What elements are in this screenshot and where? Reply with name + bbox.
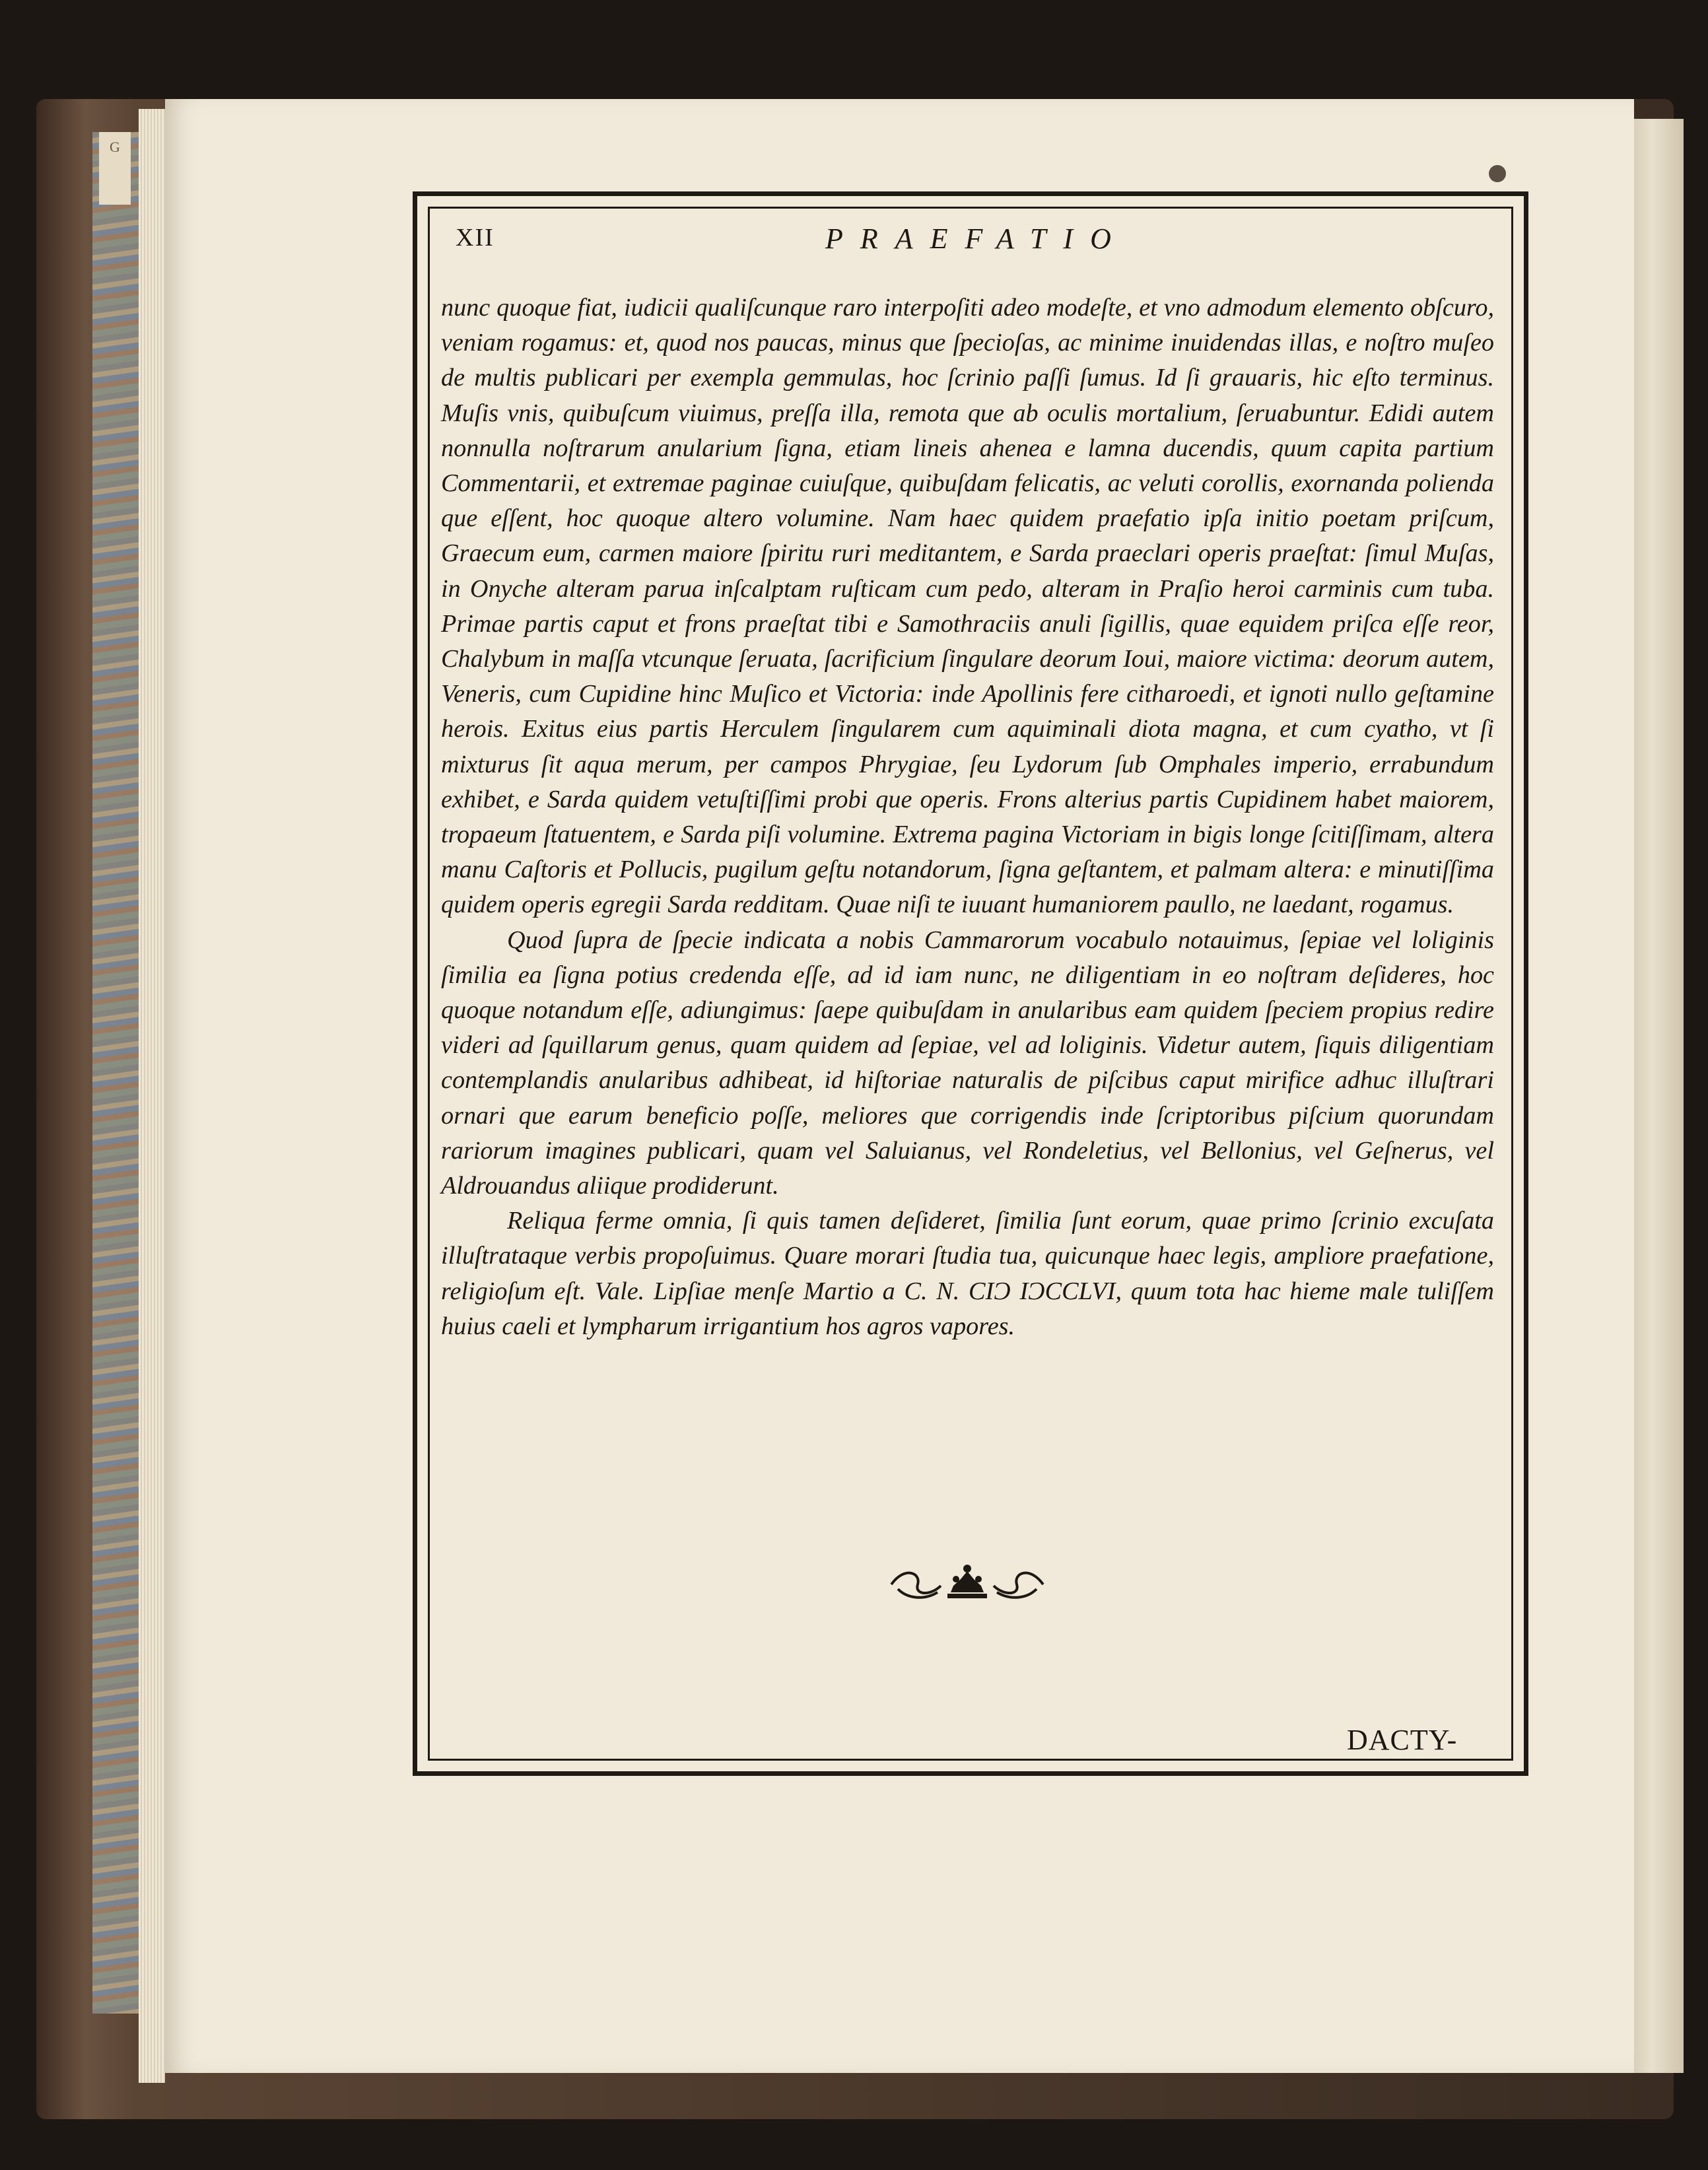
- paragraph: Reliqua ferme omnia, ſi quis tamen deſideret, ſimilia ſunt eorum, quae primo ſcrinio excuſata illuſtrataque verbis propoſuimus. Quare morari ſtudia tua, quicunque haec legis, ampliore praefatione, religioſum eſt. Vale. Lipſiae menſe Martio a C. N. CIƆ IƆCCLVI, quum tota hac hieme male tuliſſem huius caeli et lympharum irrigantium hos agros vapores.: [441, 1207, 1494, 1340]
- fleuron-crown-icon: [885, 1559, 1050, 1606]
- page-header: [456, 218, 1499, 264]
- catchword: DACTY-: [1347, 1724, 1458, 1756]
- page-stack-edge: [139, 109, 165, 2083]
- facing-page-edge: [1631, 119, 1684, 2073]
- page-number: XII: [456, 224, 495, 252]
- paragraph: Quod ſupra de ſpecie indicata a nobis Cammarorum vocabulo notauimus, ſepiae vel loliginis ſimilia ea ſigna potius credenda eſſe, ad id iam nunc, ne diligentiam in eo noſtram deſideres, hoc quoque notandum eſſe, adiungimus: ſaepe quibuſdam in anularibus eam quidem ſpeciem propius redire videri ad ſquillarum genus, quam quidem ad ſepiae, vel ad loliginis. Videtur autem, ſiquis diligentiam contemplandis anularibus adhibeat, id hiſtoriae naturalis de piſcibus caput mirifice adhuc illuſtrari ornari que earum beneficio poſſe, meliores que corrigendis inde ſcriptoribus piſcium quorundam rariorum imagines publicari, quam vel Saluianus, vel Rondeletius, vel Bellonius, vel Geſnerus, vel Aldrouandus aliique prodiderunt.: [441, 926, 1494, 1200]
- paper-spot: [1489, 165, 1506, 182]
- marbled-edge: [92, 132, 145, 2014]
- body-text: [441, 290, 1494, 1344]
- spine-label: G: [99, 132, 131, 205]
- paragraph: nunc quoque fiat, iudicii qualiſcunque raro interpoſiti adeo modeſte, et vno admodum elemento obſcuro, veniam rogamus: et, quod nos paucas, minus que ſpecioſas, ac minime inuidendas illas, e noſtro muſeo de multis publicari per exempla gemmulas, hoc ſcrinio paſſi ſumus. Id ſi grauaris, hic eſto terminus. Muſis vnis, quibuſcum viuimus, preſſa illa, remota que ab oculis mortalium, ſeruabuntur. Edidi autem nonnulla noſtrarum anularium ſigna, etiam lineis ahenea e lamna ducendis, quum capita partium Commentarii, et extremae paginae cuiuſque, quibuſdam felicatis, ac veluti corollis, exornanda polienda que eſſent, hoc quoque altero volumine. Nam haec quidem praefatio ipſa initio poetam priſcum, Graecum eum, carmen maiore ſpiritu ruri meditantem, e Sarda praeclari operis praeſtat: ſimul Muſas, in Onyche alteram parua inſcalptam ruſticam cum pedo, alteram in Praſio heroi carminis cum tuba. Primae partis caput et frons praeſtat tibi e Samothraciis anuli ſigillis, quae equidem priſca eſſe reor, Chalybum in maſſa vtcunque ſeruata, ſacrificium ſingulare deorum Ioui, maiore victima: deorum autem, Veneris, cum Cupidine hinc Muſico et Victoria: inde Apollinis fere citharoedi, et ignoti nullo geſtamine herois. Exitus eius partis Herculem ſingularem cum aquiminali diota magna, et cum cyatho, vt ſi mixturus ſit aqua merum, per campos Phrygiae, ſeu Lydorum ſub Omphales imperio, errabundum exhibet, e Sarda quidem vetuſtiſſimi probi que operis. Frons alterius partis Cupidinem habet maiorem, tropaeum ſtatuentem, e Sarda piſi volumine. Extrema pagina Victoriam in bigis longe ſcitiſſimam, altera manu Caſtoris et Pollucis, pugilum geſtu notandorum, ſigna geſtantem, et palmam altera: e minutiſſima quidem operis egregii Sarda redditam. Quae niſi te iuuant humaniorem paullo, ne laedant, rogamus.: [441, 294, 1494, 919]
- running-head: PRAEFATIO: [825, 222, 1128, 255]
